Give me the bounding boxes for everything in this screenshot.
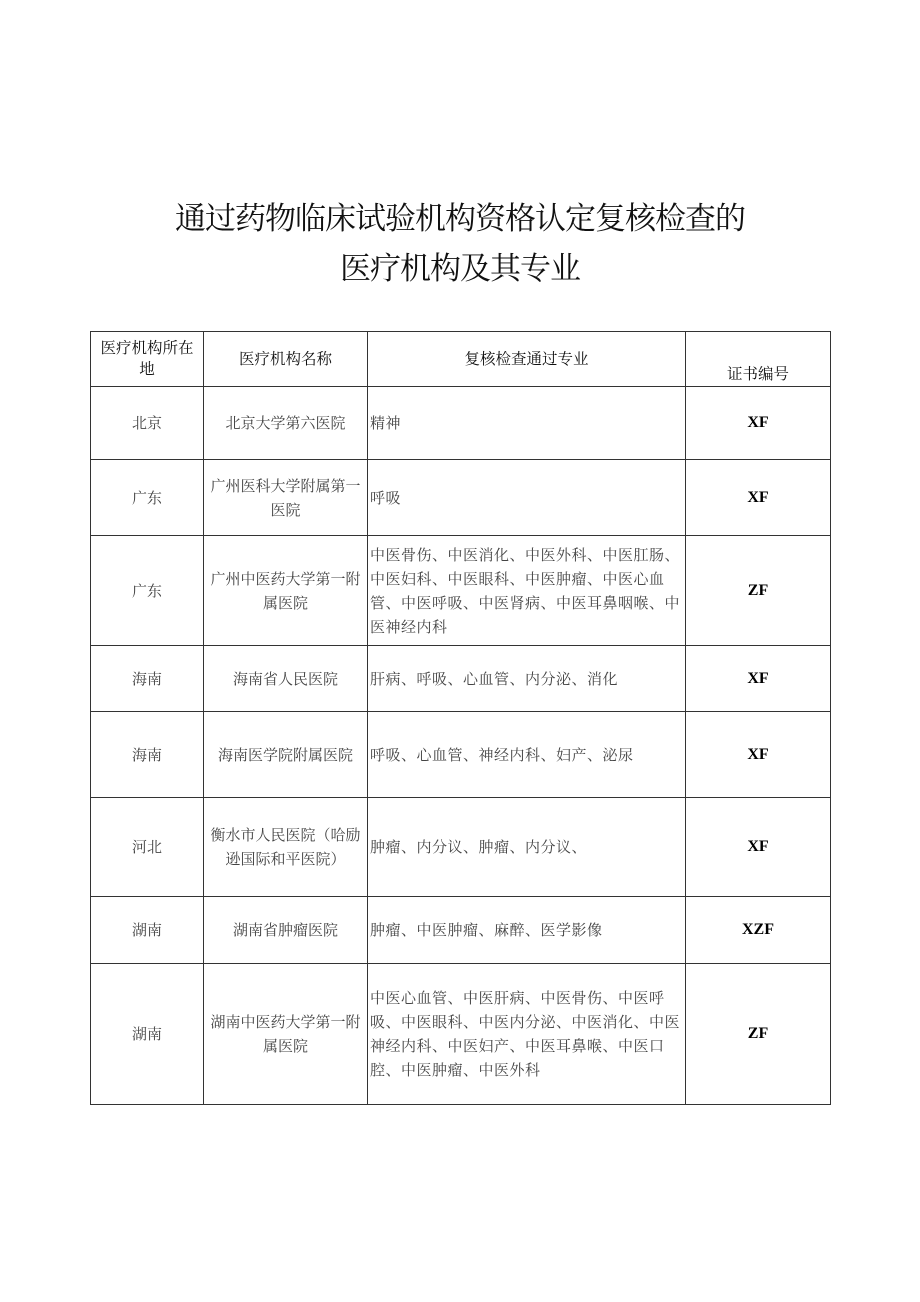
institution-name-cell: 湖南中医药大学第一附属医院 bbox=[204, 964, 368, 1105]
table-row bbox=[91, 712, 831, 798]
table-row bbox=[91, 460, 831, 536]
institutions-table bbox=[90, 331, 831, 1105]
page-title-line-1: 通过药物临床试验机构资格认定复核检查的 bbox=[175, 201, 745, 237]
institution-name-cell: 湖南省肿瘤医院 bbox=[204, 897, 368, 964]
specialties-cell: 精神 bbox=[368, 387, 686, 460]
table-row bbox=[91, 646, 831, 712]
specialties-cell: 肿瘤、内分议、肿瘤、内分议、 bbox=[368, 798, 686, 897]
institution-name-cell: 海南医学院附属医院 bbox=[204, 712, 368, 798]
header-location: 医疗机构所在地 bbox=[91, 332, 204, 387]
table-row bbox=[91, 387, 831, 460]
specialties-cell: 呼吸 bbox=[368, 460, 686, 536]
institution-name-cell: 广州医科大学附属第一医院 bbox=[204, 460, 368, 536]
location-cell: 湖南 bbox=[91, 897, 204, 964]
certificate-cell: XF bbox=[686, 460, 831, 536]
certificate-cell: XZF bbox=[686, 897, 831, 964]
location-cell: 湖南 bbox=[91, 964, 204, 1105]
table-row bbox=[91, 964, 831, 1105]
specialties-cell: 中医心血管、中医肝病、中医骨伤、中医呼吸、中医眼科、中医内分泌、中医消化、中医神经内科、中医妇产、中医耳鼻喉、中医口腔、中医肿瘤、中医外科 bbox=[368, 964, 686, 1105]
location-cell: 北京 bbox=[91, 387, 204, 460]
location-cell: 广东 bbox=[91, 460, 204, 536]
location-cell: 海南 bbox=[91, 646, 204, 712]
certificate-cell: XF bbox=[686, 646, 831, 712]
table-row bbox=[91, 536, 831, 646]
certificate-cell: XF bbox=[686, 798, 831, 897]
header-name: 医疗机构名称 bbox=[204, 332, 368, 387]
institution-name-cell: 海南省人民医院 bbox=[204, 646, 368, 712]
table-header-row bbox=[91, 332, 831, 387]
certificate-cell: XF bbox=[686, 387, 831, 460]
table-row bbox=[91, 798, 831, 897]
specialties-cell: 肿瘤、中医肿瘤、麻醉、医学影像 bbox=[368, 897, 686, 964]
institution-name-cell: 北京大学第六医院 bbox=[204, 387, 368, 460]
table-row bbox=[91, 897, 831, 964]
location-cell: 海南 bbox=[91, 712, 204, 798]
specialties-cell: 肝病、呼吸、心血管、内分泌、消化 bbox=[368, 646, 686, 712]
location-cell: 河北 bbox=[91, 798, 204, 897]
page-title-line-2: 医疗机构及其专业 bbox=[340, 251, 580, 287]
header-specialties: 复核检查通过专业 bbox=[368, 332, 686, 387]
location-cell: 广东 bbox=[91, 536, 204, 646]
certificate-cell: XF bbox=[686, 712, 831, 798]
institution-name-cell: 衡水市人民医院（哈励逊国际和平医院） bbox=[204, 798, 368, 897]
institution-name-cell: 广州中医药大学第一附属医院 bbox=[204, 536, 368, 646]
specialties-cell: 中医骨伤、中医消化、中医外科、中医肛肠、中医妇科、中医眼科、中医肿瘤、中医心血管、中医呼吸、中医肾病、中医耳鼻咽喉、中医神经内科 bbox=[368, 536, 686, 646]
certificate-cell: ZF bbox=[686, 964, 831, 1105]
specialties-cell: 呼吸、心血管、神经内科、妇产、泌尿 bbox=[368, 712, 686, 798]
certificate-cell: ZF bbox=[686, 536, 831, 646]
header-certificate: 证书编号 bbox=[686, 332, 831, 387]
